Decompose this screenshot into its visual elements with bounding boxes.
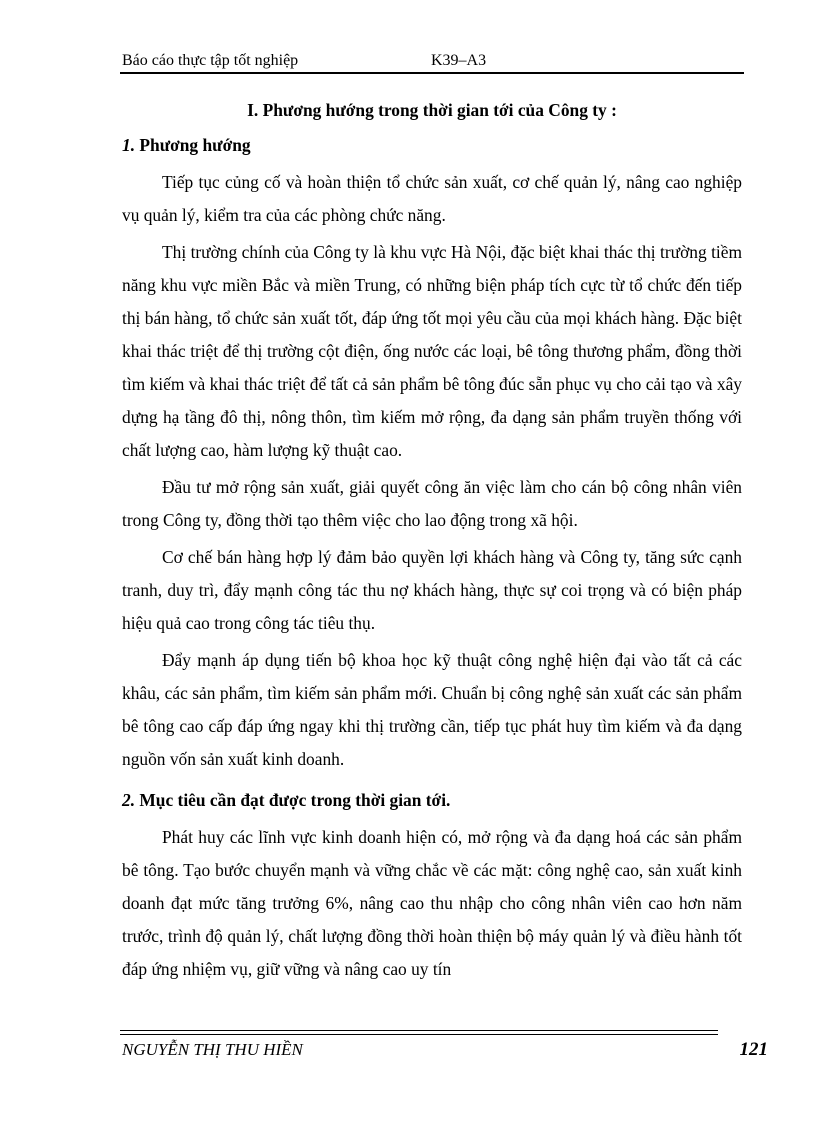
- subsection-title-2: Mục tiêu cần đạt được trong thời gian tới.: [135, 790, 451, 810]
- page-header: [120, 50, 742, 72]
- paragraph: Cơ chế bán hàng hợp lý đảm bảo quyền lợi khách hàng và Công ty, tăng sức cạnh tranh, duy trì, đẩy mạnh công tác thu nợ khách hàng, thực sự coi trọng và có biện pháp hiệu quả cao trong công tác tiêu thụ.: [122, 547, 742, 633]
- subsection-title-1: Phương hướng: [135, 135, 251, 155]
- footer-divider: [120, 1030, 718, 1035]
- paragraph: Thị trường chính của Công ty là khu vực Hà Nội, đặc biệt khai thác thị trường tiềm năng khu vực miền Bắc và miền Trung, có những biện pháp tích cực từ tổ chức đến tiếp thị bán hàng, tổ chức sản xuất tốt, đáp ứng tốt mọi yêu cầu của mọi khách hàng. Đặc biệt khai thác triệt để thị trường cột điện, ống nước các loại, bê tông thương phẩm, đồng thời tìm kiếm và khai thác triệt để tất cả sản phẩm bê tông đúc sẵn phục vụ cho cải tạo và xây dựng hạ tầng đô thị, nông thôn, tìm kiếm mở rộng, đa dạng sản phẩm truyền thống với chất lượng cao, hàm lượng kỹ thuật cao.: [122, 242, 742, 460]
- paragraph: Đẩy mạnh áp dụng tiến bộ khoa học kỹ thuật công nghệ hiện đại vào tất cả các khâu, các sản phẩm, tìm kiếm sản phẩm mới. Chuẩn bị công nghệ sản xuất các sản phẩm bê tông cao cấp đáp ứng ngay khi thị trường cần, tiếp tục phát huy tìm kiếm và đa dạng nguồn vốn sản xuất kinh doanh.: [122, 650, 742, 769]
- subsection-heading-2: [122, 784, 742, 817]
- class-code: K39–A3: [431, 52, 487, 69]
- report-title: Báo cáo thực tập tốt nghiệp: [122, 52, 299, 69]
- document-body: [122, 94, 742, 986]
- page-footer: [120, 1038, 768, 1064]
- subsection-heading-1: [122, 129, 742, 162]
- author-name: NGUYỄN THỊ THU HIỀN: [122, 1040, 303, 1059]
- header-divider: [120, 72, 744, 74]
- page-number: 121: [739, 1039, 768, 1060]
- subsection-number-2: 2.: [122, 790, 136, 810]
- paragraph: Đầu tư mở rộng sản xuất, giải quyết công ăn việc làm cho cán bộ công nhân viên trong Công ty, đồng thời tạo thêm việc cho lao động trong xã hội.: [122, 477, 742, 530]
- section-heading: I. Phương hướng trong thời gian tới của Công ty :: [247, 100, 617, 120]
- paragraph: Tiếp tục củng cố và hoàn thiện tổ chức sản xuất, cơ chế quản lý, nâng cao nghiệp vụ quản lý, kiểm tra của các phòng chức năng.: [122, 172, 742, 225]
- subsection-number-1: 1.: [122, 135, 136, 155]
- paragraph: Phát huy các lĩnh vực kinh doanh hiện có, mở rộng và đa dạng hoá các sản phẩm bê tông. Tạo bước chuyển mạnh và vững chắc về các mặt: công nghệ cao, sản xuất kinh doanh đạt mức tăng trưởng 6%, nâng cao thu nhập cho công nhân viên cao hơn năm trước, trình độ quản lý, chất lượng đồng thời hoàn thiện bộ máy quản lý và điều hành tốt đáp ứng nhiệm vụ, giữ vững và nâng cao uy tín: [122, 827, 742, 979]
